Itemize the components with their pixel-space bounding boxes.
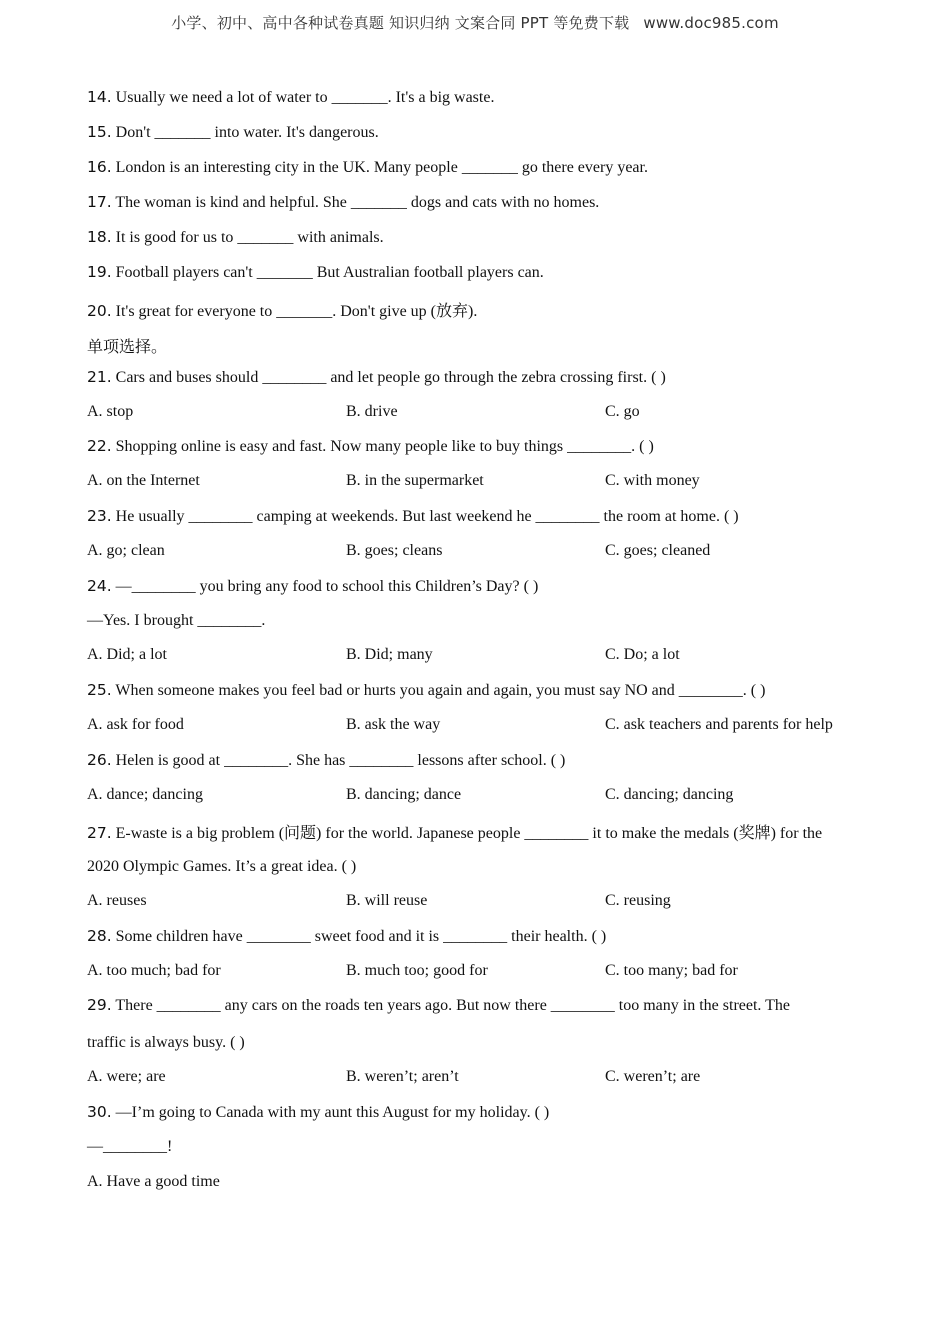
section-title: 单项选择。 [87,337,168,356]
option-b: B. dancing; dance [346,786,462,803]
question-29-continued: traffic is always busy. ( ) [87,1034,245,1051]
question-19: 19. Football players can't _______ But Australian football players can. [87,263,544,281]
option-a: A. on the Internet [87,472,200,489]
question-21: 21. Cars and buses should ________ and let people go through the zebra crossing first. ( ) [87,368,666,386]
option-c: C. go [605,403,640,420]
question-24-answer-line: —Yes. I brought ________. [87,612,266,629]
question-25: 25. When someone makes you feel bad or hurts you again and again, you must say NO and ________. ( ) [87,681,766,699]
question-20: 20. It's great for everyone to _______. Don't give up (放弃). [87,302,478,320]
option-a: A. Have a good time [87,1173,220,1190]
option-b: B. in the supermarket [346,472,484,489]
option-b: B. drive [346,403,398,420]
option-b: B. weren’t; aren’t [346,1068,459,1085]
header-text: 小学、初中、高中各种试卷真题 知识归纳 文案合同 PPT 等免费下载 [171,14,630,32]
question-24: 24. —________ you bring any food to school this Children’s Day? ( ) [87,577,539,595]
option-c: C. with money [605,472,700,489]
question-15: 15. Don't _______ into water. It's dangerous. [87,123,379,141]
question-14: 14. Usually we need a lot of water to _______. It's a big waste. [87,88,495,106]
question-30-answer-line: —________! [87,1138,173,1155]
option-c: C. ask teachers and parents for help [605,716,833,733]
question-26: 26. Helen is good at ________. She has ________ lessons after school. ( ) [87,751,566,769]
option-c: C. dancing; dancing [605,786,734,803]
option-b: B. goes; cleans [346,542,443,559]
option-a: A. dance; dancing [87,786,203,803]
option-b: B. ask the way [346,716,441,733]
header-url: www.doc985.com [643,14,779,32]
option-a: A. ask for food [87,716,184,733]
page-header [0,12,950,33]
question-28: 28. Some children have ________ sweet food and it is ________ their health. ( ) [87,927,607,945]
question-18: 18. It is good for us to _______ with animals. [87,228,384,246]
question-16: 16. London is an interesting city in the UK. Many people _______ go there every year. [87,158,648,176]
question-23: 23. He usually ________ camping at weekends. But last weekend he ________ the room at home. ( ) [87,507,739,525]
question-22: 22. Shopping online is easy and fast. Now many people like to buy things ________. ( ) [87,437,654,455]
option-c: C. reusing [605,892,671,909]
option-b: B. will reuse [346,892,428,909]
option-b: B. Did; many [346,646,433,663]
question-27-continued: 2020 Olympic Games. It’s a great idea. ( ) [87,858,357,875]
question-27: 27. E-waste is a big problem (问题) for the world. Japanese people ________ it to make the medals (奖牌) for the [87,824,823,842]
option-a: A. stop [87,403,134,420]
option-c: C. weren’t; are [605,1068,701,1085]
option-a: A. too much; bad for [87,962,221,979]
option-c: C. goes; cleaned [605,542,711,559]
option-c: C. Do; a lot [605,646,680,663]
question-30: 30. —I’m going to Canada with my aunt this August for my holiday. ( ) [87,1103,550,1121]
question-29: 29. There ________ any cars on the roads ten years ago. But now there ________ too many in the street. The [87,996,791,1014]
option-a: A. were; are [87,1068,166,1085]
option-a: A. Did; a lot [87,646,167,663]
option-a: A. go; clean [87,542,165,559]
question-17: 17. The woman is kind and helpful. She _______ dogs and cats with no homes. [87,193,600,211]
option-b: B. much too; good for [346,962,488,979]
option-c: C. too many; bad for [605,962,738,979]
option-a: A. reuses [87,892,147,909]
